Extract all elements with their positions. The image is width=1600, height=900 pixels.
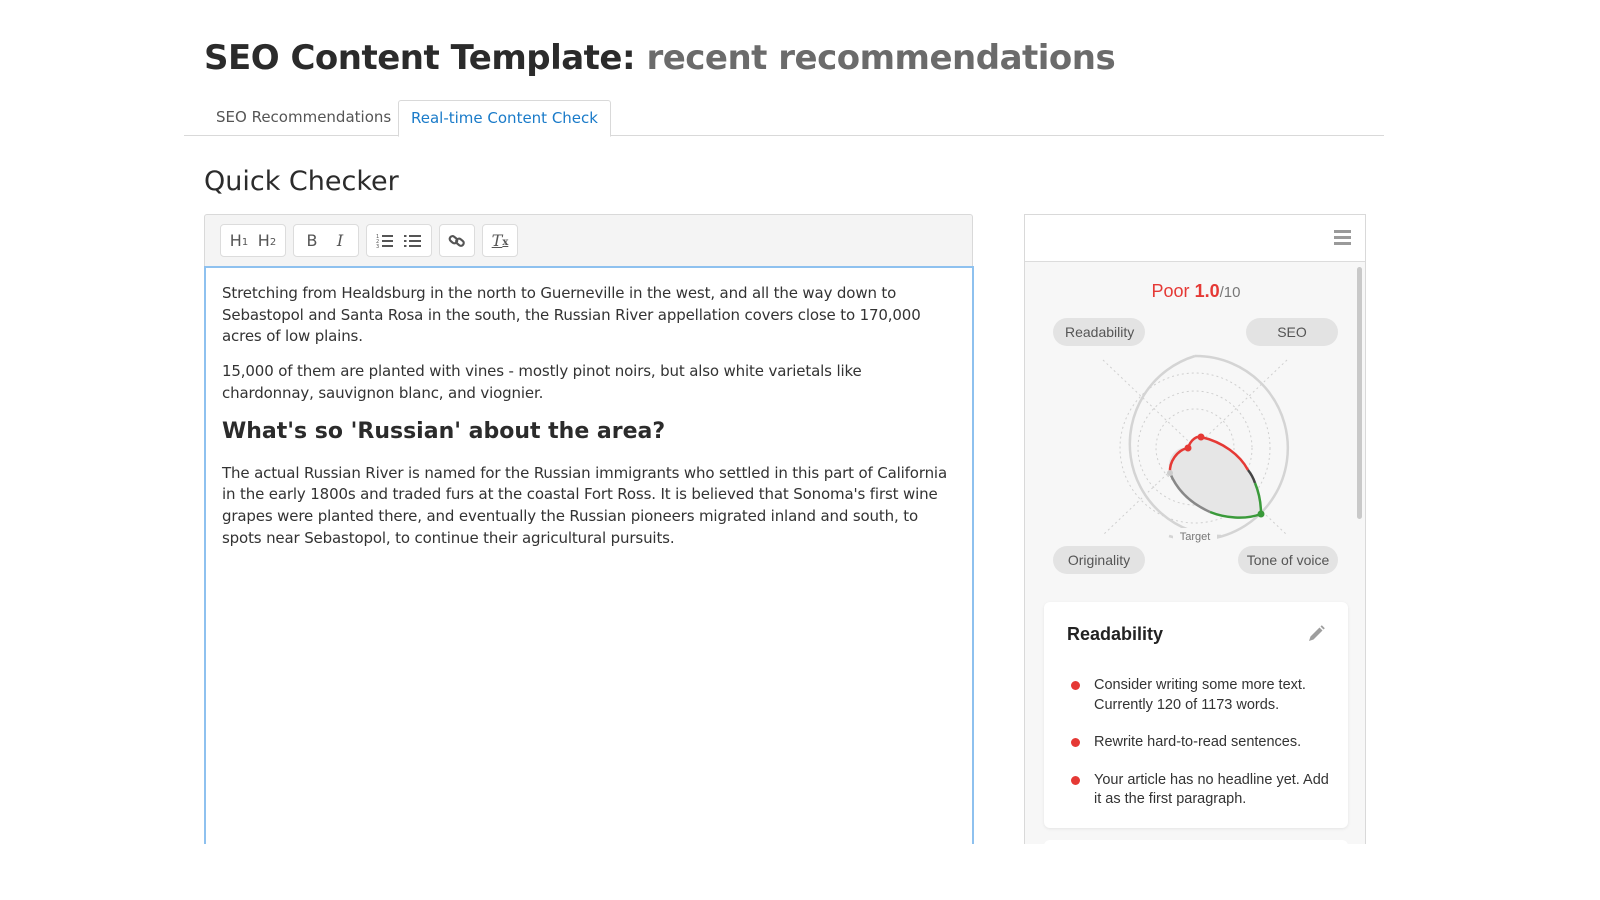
clear-format-group [482, 224, 518, 257]
list-item: Consider writing some more text. Currently 120 of 1173 words. [1069, 676, 1329, 715]
svg-text:3: 3 [376, 243, 380, 249]
axis-seo[interactable]: SEO [1246, 318, 1338, 346]
pencil-icon[interactable] [1306, 624, 1326, 644]
bold-button[interactable]: B [306, 231, 318, 250]
target-label: Target [1179, 531, 1211, 543]
originality-point [1167, 470, 1173, 476]
editor-paragraph: 15,000 of them are planted with vines - mostly pinot noirs, but also white varietals like chardonnay, sauvignon blanc, and viognier. [222, 362, 862, 402]
clear-format-button[interactable]: T $_x$ [491, 231, 509, 250]
status-dot-icon [1071, 776, 1080, 785]
recommendation-list [1069, 676, 1329, 828]
score-max: /10 [1219, 284, 1241, 301]
readability-point [1185, 445, 1192, 452]
heading-1-button[interactable]: H $_1$ [229, 231, 249, 250]
page-title-main: SEO Content Template: [204, 38, 636, 78]
heading-group [220, 224, 286, 257]
format-group [293, 224, 359, 257]
seo-point [1198, 434, 1205, 441]
status-dot-icon [1071, 681, 1080, 690]
list-group [366, 224, 432, 257]
readability-card [1044, 602, 1348, 828]
tab-seo-recommendations[interactable]: SEO Recommendations [216, 108, 392, 126]
list-item: Rewrite hard-to-read sentences. [1069, 733, 1329, 753]
hamburger-menu-icon[interactable] [1334, 230, 1351, 246]
svg-text:1: 1 [376, 233, 380, 240]
axis-originality[interactable]: Originality [1053, 546, 1145, 574]
ordered-list-button[interactable] [372, 227, 398, 255]
tab-bar [184, 100, 1384, 136]
editor-content-area[interactable] [204, 266, 974, 844]
heading-2-button[interactable]: H $_2$ [257, 231, 277, 250]
content-score-panel [1024, 214, 1366, 844]
editor-heading: What's so 'Russian' about the area? [222, 418, 666, 444]
text-editor [204, 214, 974, 844]
page-title [204, 38, 1115, 78]
card-title: Readability [1067, 624, 1164, 644]
list-item: Your article has no headline yet. Add it as the first paragraph. [1069, 771, 1329, 810]
overall-score [1025, 281, 1366, 302]
link-group [439, 224, 475, 257]
status-dot-icon [1071, 738, 1080, 747]
tab-real-time-content-check[interactable]: Real-time Content Check [398, 100, 611, 137]
ordered-list-icon [376, 233, 394, 249]
svg-text:2: 2 [376, 238, 380, 245]
score-value: 1.0 [1194, 281, 1220, 301]
panel-header [1025, 215, 1365, 262]
editor-paragraph: The actual Russian River is named for the Russian immigrants who settled in this part of California in the early 1800s and traded furs at the coastal Fort Ross. It is believed that Sonoma's first wine grapes were planted there, and eventually the Russian pioneers migrated inland and south, to spots near Sebastopol, to continue their agricultural pursuits. [222, 463, 947, 547]
axis-tone-of-voice[interactable]: Tone of voice [1238, 546, 1338, 574]
page-title-sub: recent recommendations [646, 38, 1116, 78]
link-button[interactable] [444, 227, 470, 255]
editor-toolbar [204, 214, 973, 267]
section-title: Quick Checker [204, 166, 399, 197]
tone-point [1258, 511, 1265, 518]
next-card [1044, 840, 1348, 844]
editor-paragraph: Stretching from Healdsburg in the north to Guerneville in the west, and all the way down to Sebastopol and Santa Rosa in the south, the Russian River appellation covers close to 170,000 acres of low plains. [222, 284, 921, 346]
bullet-list-button[interactable] [400, 227, 426, 255]
link-icon [448, 232, 466, 250]
italic-button[interactable]: I [336, 231, 344, 250]
panel-scrollbar[interactable] [1357, 267, 1362, 519]
radar-chart [1085, 340, 1305, 550]
score-label: Poor [1151, 281, 1190, 301]
axis-readability[interactable]: Readability [1053, 318, 1145, 346]
bullet-list-icon [404, 233, 422, 249]
